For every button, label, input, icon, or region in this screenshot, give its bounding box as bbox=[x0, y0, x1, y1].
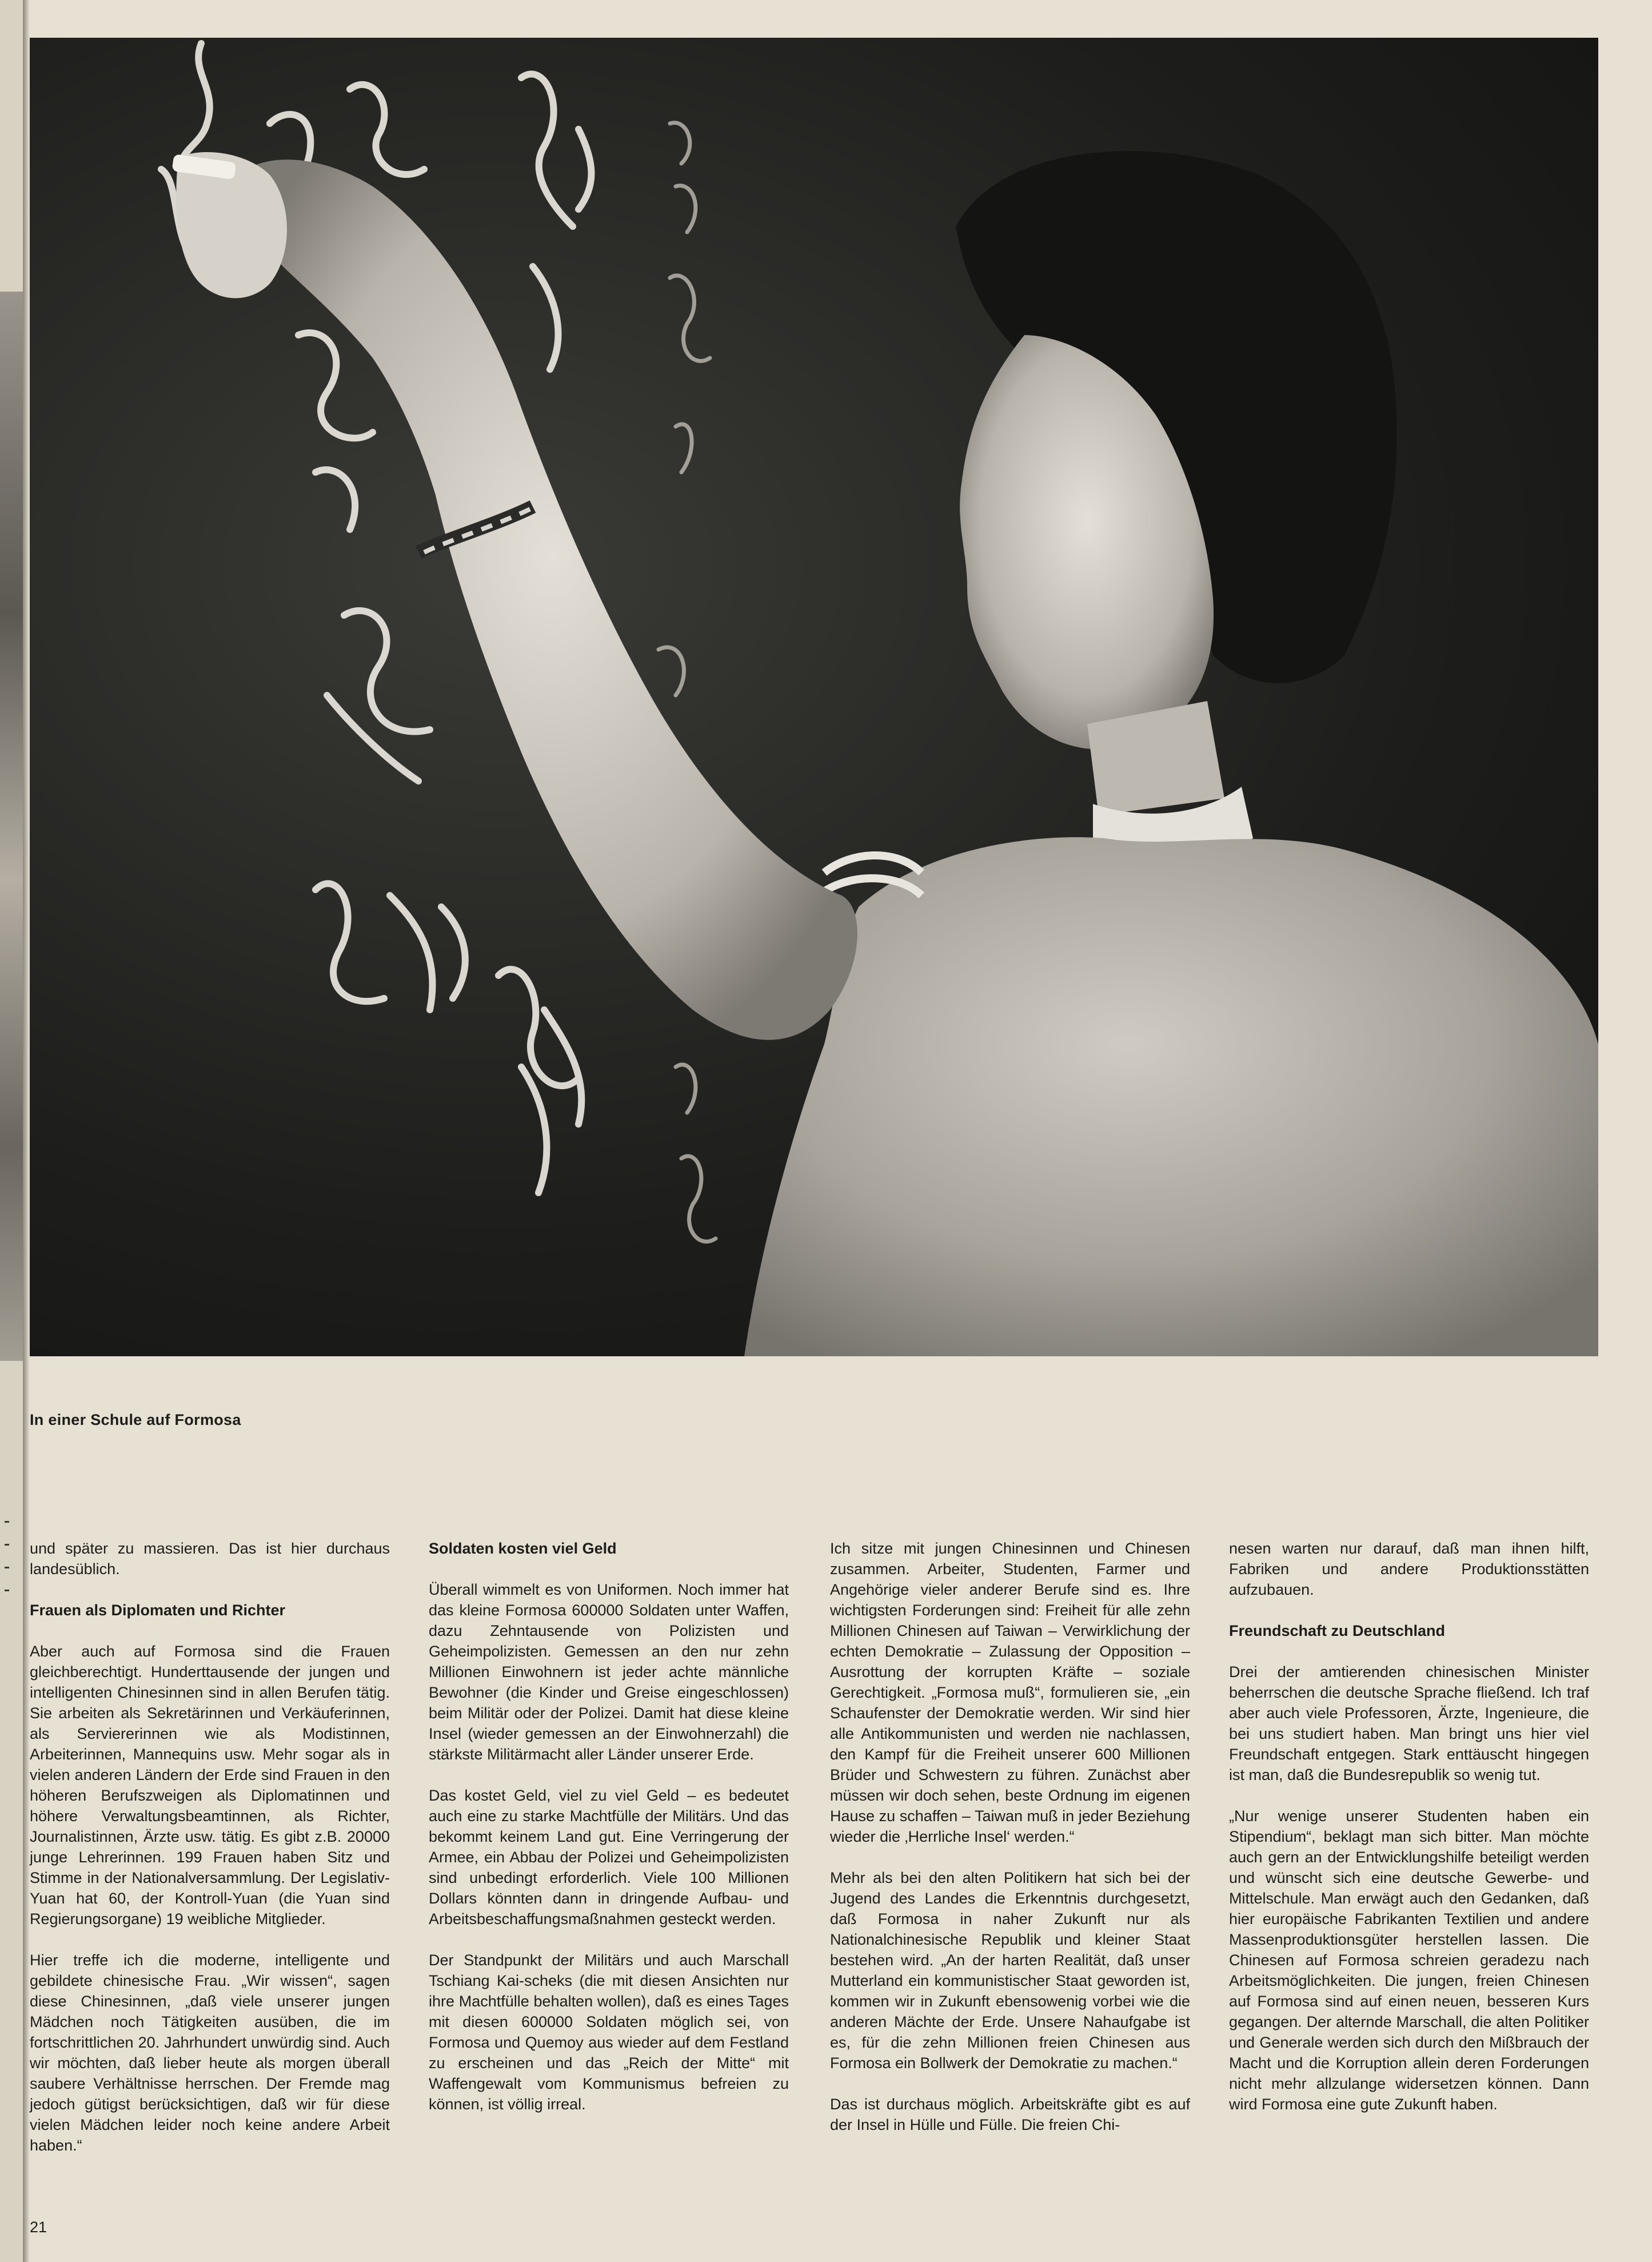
paragraph: und später zu massieren. Das ist hier durchaus landesüblich. bbox=[30, 1540, 390, 1578]
paragraph: Das kostet Geld, viel zu viel Geld – es bedeutet auch eine zu starke Machtfülle der Militärs. Und das bekommt keinem Land gut. Eine Verringerung der Armee, ein Abbau der Polizei und Geheimpolizisten sind unbedingt erforderlich. Viele 100 Millionen Dollars könnten dann in dringende Aufbau- und Arbeitsbeschaffungsmaßnahmen gesteckt werden. bbox=[429, 1787, 789, 1928]
paragraph: Hier treffe ich die moderne, intelligente und gebildete chinesische Frau. „Wir wissen“, sagen diese Chinesinnen, „daß viele unserer jungen Mädchen noch Tätigkeiten ausüben, die im fortschrittlichen 20. Jahrhundert unwürdig sind. Auch wir möchten, daß lieber heute als morgen überall saubere Verhältnisse herrschen. Der Fremde mag jedoch gütigst berücksichtigen, daß wir für diese vielen Mädchen leider noch keine andere Arbeit haben.“ bbox=[30, 1952, 390, 2154]
paragraph: „Nur wenige unserer Studenten haben ein Stipendium“, beklagt man sich bitter. Man möchte auch gern an der Entwicklungshilfe beteiligt werden und wünscht sich eine deutsche Gewerbe- und Mittelschule. Man erwägt auch den Gedanken, daß hier europäische Fabrikanten Textilien und andere Massenproduktionsgüter herstellen lassen. Die Chinesen auf Formosa schreien geradezu nach Arbeitsmöglichkeiten. Die jungen, freien Chinesen auf Formosa sind auf einen neuen, besseren Kurs gegangen. Der alternde Marschall, die alten Politiker und Generale werden sich durch den Mißbrauch der Macht und die Korruption allein deren Forderungen nicht mehr allzulange widersetzen können. Dann wird Formosa eine gute Zukunft haben. bbox=[1229, 1807, 1589, 2113]
section-heading: Freundschaft zu Deutschland bbox=[1229, 1622, 1446, 1639]
section-heading: Frauen als Diplomaten und Richter bbox=[30, 1602, 286, 1619]
paragraph: Überall wimmelt es von Uniformen. Noch immer hat das kleine Formosa 600000 Soldaten unter Waffen, dazu Zehntausende von Polizisten und Geheimpolizisten. Gemessen an den nur zehn Millionen Einwohnern ist jeder achte männliche Bewohner (die Kinder und Greise eingeschlossen) beim Militär oder der Polizei. Damit hat diese kleine Insel (wieder gemessen an der Einwohnerzahl) die stärkste Militärmacht aller Länder unserer Erde. bbox=[429, 1581, 789, 1763]
text-column-2 bbox=[429, 1538, 789, 2135]
section-heading: Soldaten kosten viel Geld bbox=[429, 1540, 617, 1557]
paragraph: Das ist durchaus möglich. Arbeitskräfte gibt es auf der Insel in Hülle und Fülle. Die freien Chi- bbox=[830, 2096, 1190, 2133]
photo-caption: In einer Schule auf Formosa bbox=[30, 1411, 241, 1428]
adjacent-page-photo-fragment bbox=[0, 292, 23, 1361]
page-number: 21 bbox=[30, 2219, 47, 2236]
paragraph: Aber auch auf Formosa sind die Frauen gleichberechtigt. Hunderttausende der jungen und intelligenten Chinesinnen sind in allen Berufen tätig. Sie arbeiten als Sekretärinnen und Verkäuferinnen, als Serviererinnen wie als Modistinnen, Arbeiterinnen, Mannequins usw. Mehr sogar als in vielen anderen Ländern der Erde sind Frauen in den höheren Berufszweigen als Diplomatinnen und höhere Verwaltungsbeamtinnen, als Richter, Journalistinnen, Ärzte usw. tätig. Es gibt z.B. 20000 junge Lehrerinnen. 199 Frauen haben Sitz und Stimme in der Nationalversammlung. Der Legislativ-Yuan hat 60, der Kontroll-Yuan (die Yuan sind Regierungsorgane) 19 weibliche Mitglieder. bbox=[30, 1643, 390, 1928]
paragraph: nesen warten nur darauf, daß man ihnen hilft, Fabriken und andere Produktionsstätten aufzubauen. bbox=[1229, 1540, 1589, 1598]
text-column-4 bbox=[1229, 1538, 1589, 2135]
photo-woman-writing-on-blackboard bbox=[30, 38, 1598, 1356]
paragraph: Mehr als bei den alten Politikern hat sich bei der Jugend des Landes die Erkenntnis durchgesetzt, daß Formosa in naher Zukunft nur als Nationalchinesische Republik und kleiner Staat bestehen wird. „An der harten Realität, daß unser Mutterland ein kommunistischer Staat geworden ist, kommen wir in Zukunft ebensowenig vorbei wie die anderen Mächte der Erde. Unsere Nahaufgabe ist es, für die zehn Millionen freien Chinesen aus Formosa ein Bollwerk der Demokratie zu machen.“ bbox=[830, 1869, 1190, 2072]
text-column-1 bbox=[30, 1538, 390, 2176]
paragraph: Drei der amtierenden chinesischen Minister beherrschen die deutsche Sprache fließend. Ich traf aber auch viele Professoren, Ärzte, Ingenieure, die bei uns studiert haben. Man bringt uns hier viel Freundschaft entgegen. Stark enttäuscht hingegen ist man, daß die Bundesrepublik so wenig tut. bbox=[1229, 1663, 1589, 1783]
text-column-3 bbox=[830, 1538, 1190, 2156]
paragraph: Ich sitze mit jungen Chinesinnen und Chinesen zusammen. Arbeiter, Studenten, Farmer und Angehörige vieler anderer Berufe sind es. Ihre wichtigsten Forderungen sind: Freiheit für alle zehn Millionen Chinesen auf Taiwan – Verwirklichung der echten Demokratie – Zulassung der Opposition – Ausrottung der korrupten Kräfte – soziale Gerechtigkeit. „Formosa muß“, formulieren sie, „ein Schaufenster der Demokratie werden. Wir sind hier alle Antikommunisten und werden nie nachlassen, den Kampf für die Freiheit unserer 600 Millionen Brüder und Schwestern zu führen. Zunächst aber müssen wir doch sehen, beste Ordnung im eigenen Hause zu schaffen – Taiwan muß in jeder Beziehung wieder die ‚Herrliche Insel‘ werden.“ bbox=[830, 1540, 1190, 1845]
page-gutter bbox=[23, 0, 30, 2262]
paragraph: Der Standpunkt der Militärs und auch Marschall Tschiang Kai-scheks (die mit diesen Ansichten nur ihre Machtfülle behalten wollen), daß es eines Tages mit diesen 600000 Soldaten möglich sei, von Formosa und Quemoy aus wieder auf dem Festland zu erscheinen und das „Reich der Mitte“ mit Waffengewalt vom Kommunismus befreien zu können, ist völlig irreal. bbox=[429, 1952, 789, 2113]
